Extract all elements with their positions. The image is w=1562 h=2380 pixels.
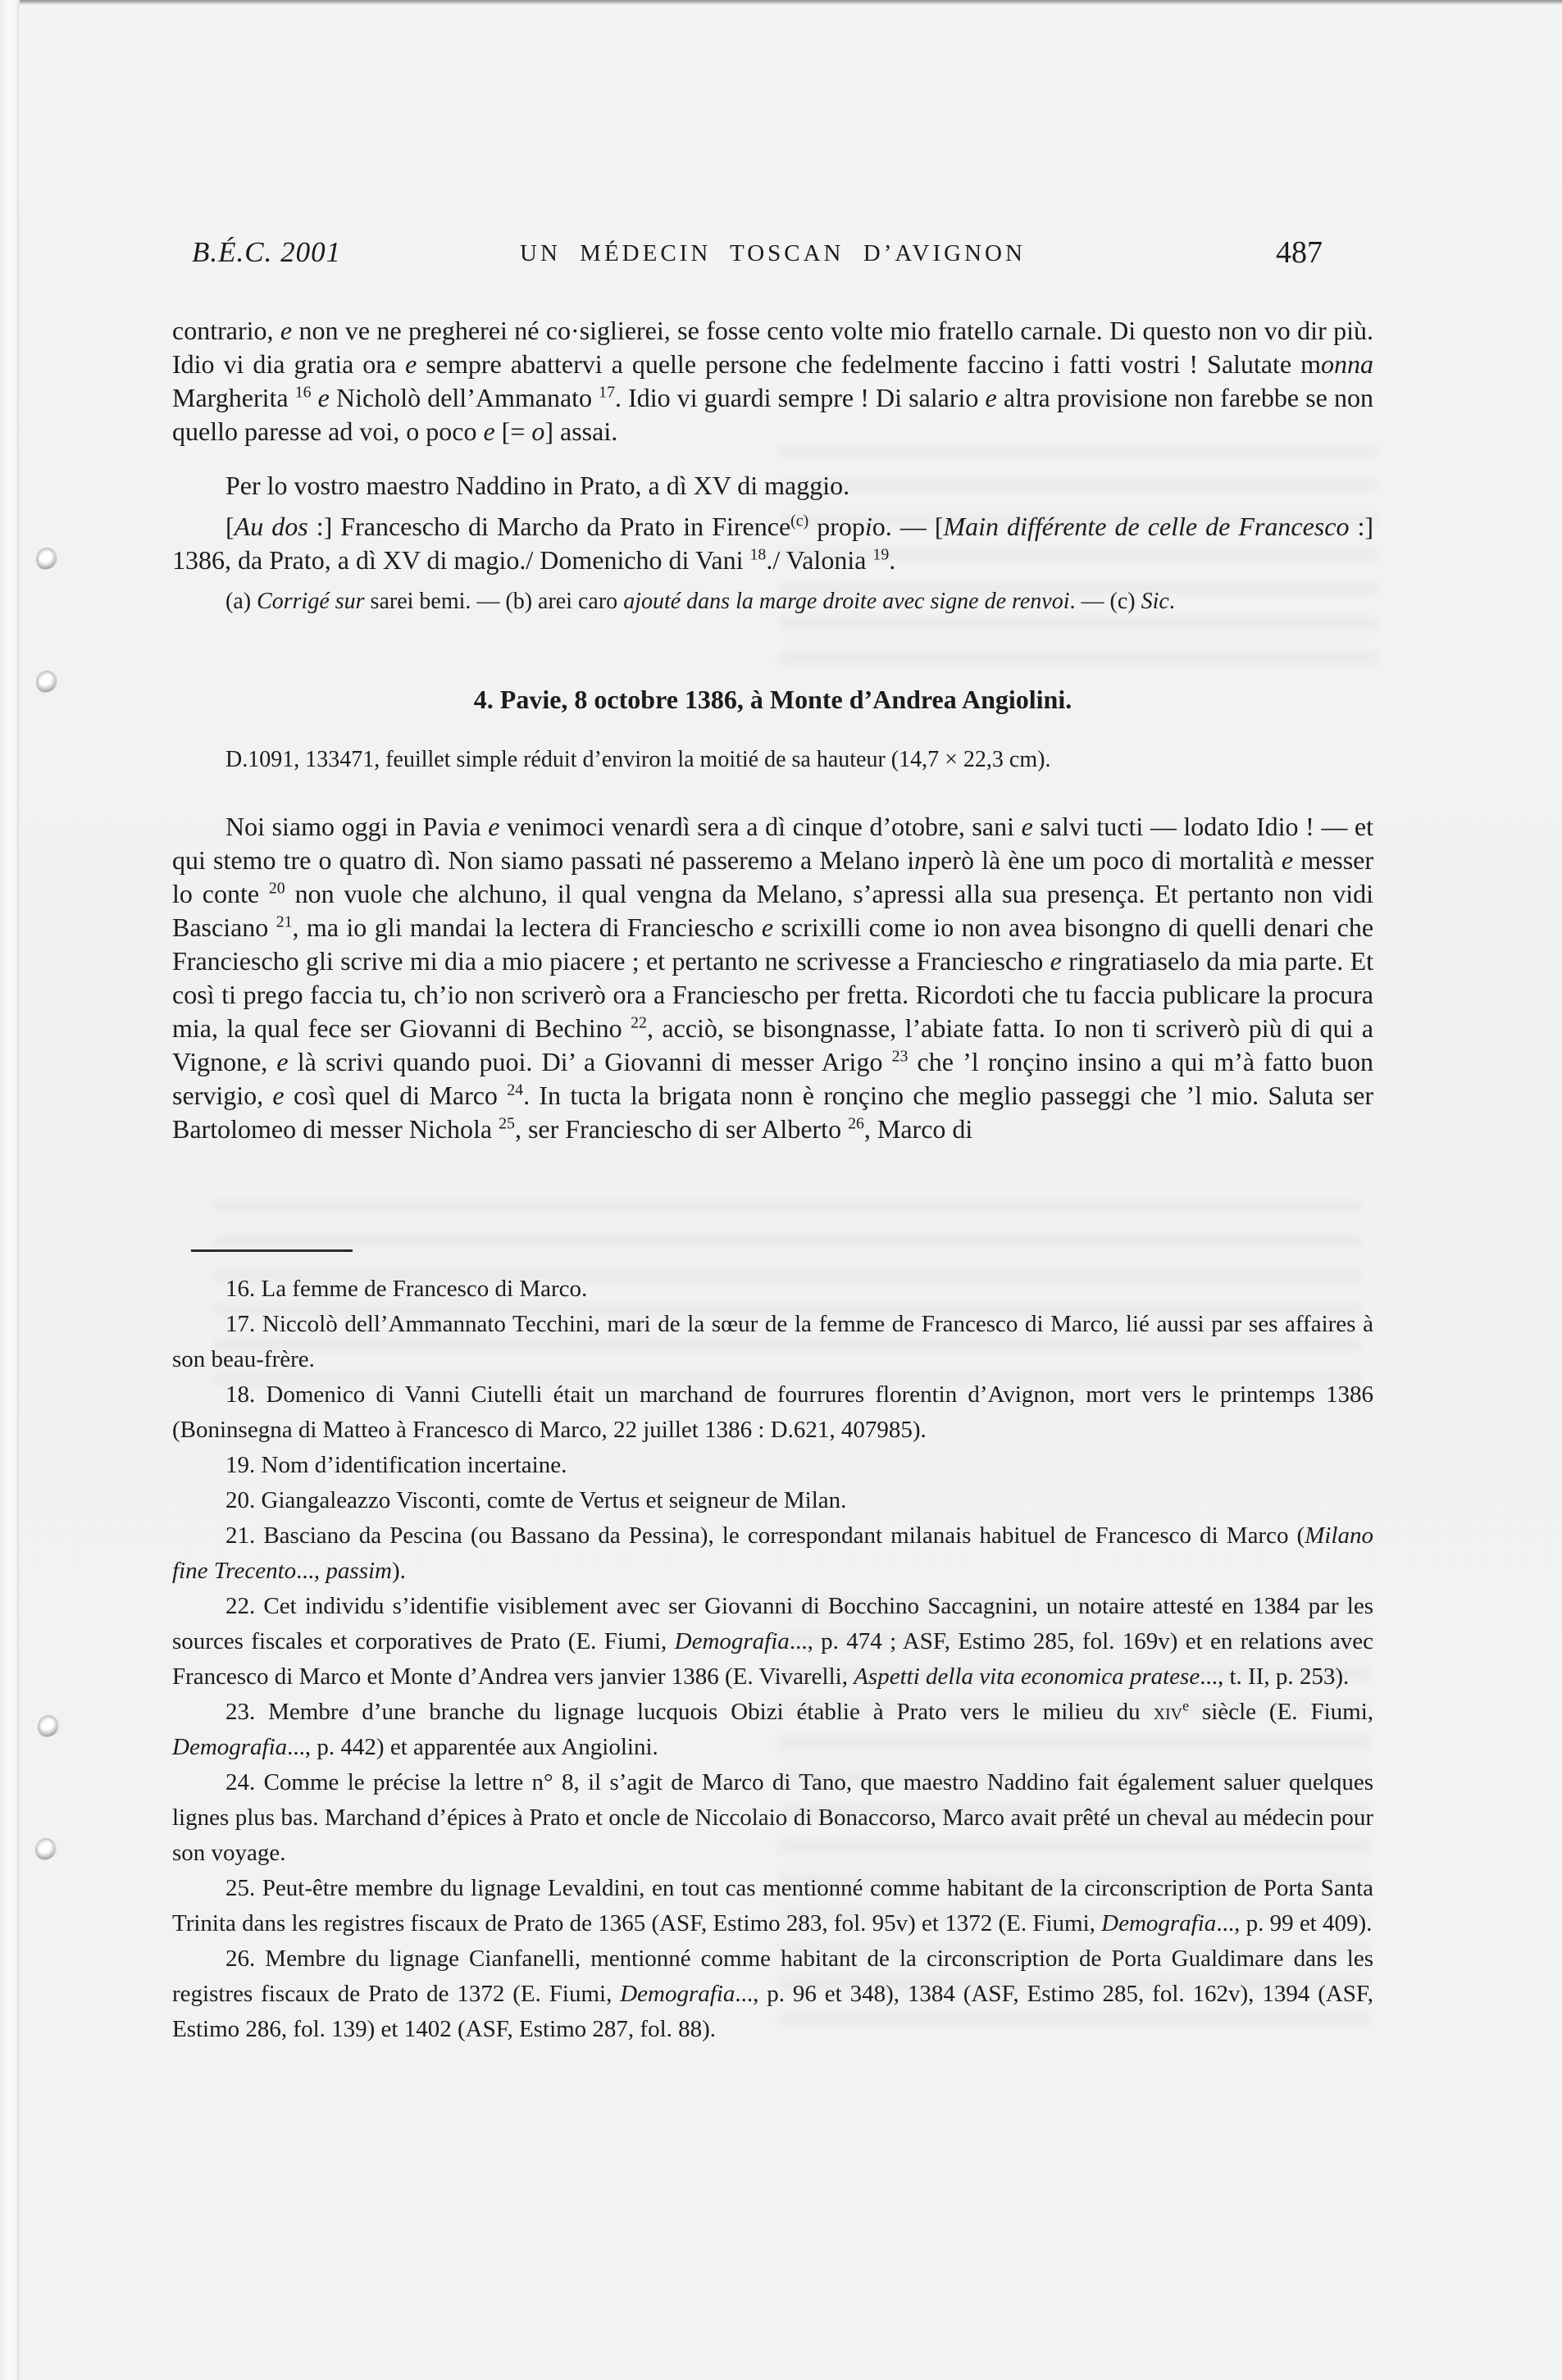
letter4-body: Noi siamo oggi in Pavia e venimoci venardì sera a dì cinque d’otobre, sani e salvi tucti — lodato Idio ! — et qui stemo tre o quatro dì. Non siamo passati né passeremo a Melano inperò là ène um poco di mortalità e messer lo conte $^{20}$ non vuole che alchuno, il qual vengna da Melano, s’apressi alla sua presença. Et pertanto non vidi Basciano $^{21}$, ma io gli mandai la lectera di Franciescho e scrixilli come io non avea bisongno di quelli denari che Franciescho gli scrive mi dia a mio piacere ; et pertanto ne scrivesse a Franciescho e ringratiaselo da mia parte. Et così ti prego faccia tu, ch’io non scriverò ora a Franciescho per fretta. Ricordoti che tu faccia publicare la procura mia, la qual fece ser Giovanni di Bechino $^{22}$, acciò, se bisongnasse, l’abiate fatta. Io non ti scriverò più di qui a Vignone, e là scrivi quando puoi. Di’ a Giovanni di messer Arigo $^{23}$ che ’l ronçino insino a qui m’à fatto buon servigio, e così quel di Marco $^{24}$. In tucta la brigata nonn è ronçino che meglio passeggi che ’l mio. Saluta ser Bartolomeo di messer Nichola $^{25}$, ser Franciescho di ser Alberto $^{26}$, Marco di bbox=[172, 812, 1374, 1144]
footnote-22: 22. Cet individu s’identifie visiblement avec ser Giovanni di Bocchino Saccagnini, un notaire attesté en 1384 par les sources fiscales et corporatives de Prato (E. Fiumi, Demografia..., p. 474 ; ASF, Estimo 285, fol. 169v) et en relations avec Francesco di Marco et Monte d’Andrea vers janvier 1386 (E. Vivarelli, Aspetti della vita economica pratese..., t. II, p. 253). bbox=[172, 1593, 1373, 1690]
running-title: UN MÉDECIN TOSCAN D’AVIGNON bbox=[520, 240, 1026, 266]
manuscript-description: D.1091, 133471, feuillet simple réduit d’environ la moitié de sa hauteur (14,7 × 22,3 cm). bbox=[225, 747, 1051, 772]
letter3-end-paragraph: contrario, e non ve ne pregherei né co·siglierei, se fosse cento volte mio fratello carnale. Di questo non vo dir più. Idio vi dia gratia ora e sempre abattervi a quelle persone che fedelmente faccino i fatti vostri ! Salutate monna Margherita $^{16}$ e Nicholò dell’Ammanato $^{17}$. Idio vi guardi sempre ! Di salario e altra provisione non farebbe se non quello paresse ad voi, o poco e [= o] assai. bbox=[172, 316, 1374, 446]
footnote-23: 23. Membre d’une branche du lignage lucquois Obizi établie à Prato vers le milieu du xiv$^e$ siècle (E. Fiumi, Demografia..., p. 442) et apparentée aux Angiolini. bbox=[172, 1697, 1373, 1760]
footnote-26: 26. Membre du lignage Cianfanelli, mentionné comme habitant de la circonscription de Porta Gualdimare dans les registres fiscaux de Prato de 1372 (E. Fiumi, Demografia..., p. 96 et 348), 1384 (ASF, Estimo 285, fol. 162v), 1394 (ASF, Estimo 286, fol. 139) et 1402 (ASF, Estimo 287, fol. 88). bbox=[172, 1945, 1373, 2042]
footnote-18: 18. Domenico di Vanni Ciutelli était un marchand de fourrures florentin d’Avignon, mort vers le printemps 1386 (Boninsegna di Matteo à Francesco di Marco, 22 juillet 1386 : D.621, 407985). bbox=[172, 1381, 1373, 1443]
running-head bbox=[0, 236, 1562, 274]
critical-apparatus: (a) Corrigé sur sarei bemi. — (b) arei caro ajouté dans la marge droite avec signe de renvoi. — (c) Sic. bbox=[225, 589, 1175, 614]
footnotes-block bbox=[172, 1272, 1373, 2047]
letter3-address-note: [Au dos :] Francescho di Marcho da Prato in Firence$^{(c)}$ propio. — [Main différente de celle de Francesco :] 1386, da Prato, a dì XV di magio./ Domenicho di Vani $^{18}$./ Valonia $^{19}$. bbox=[172, 512, 1374, 575]
page-gutter-crease bbox=[0, 0, 20, 2380]
punch-hole-mark bbox=[35, 1838, 57, 1861]
footnote-19: 19. Nom d’identification incertaine. bbox=[225, 1452, 567, 1478]
scan-top-edge-shadow bbox=[0, 0, 1562, 5]
punch-hole-mark bbox=[36, 671, 57, 694]
footnote-21: 21. Basciano da Pescina (ou Bassano da Pessina), le correspondant milanais habituel de Francesco di Marco (Milano fine Trecento..., passim). bbox=[172, 1522, 1373, 1584]
footnote-17: 17. Niccolò dell’Ammannato Tecchini, mari de la sœur de la femme de Francesco di Marco, lié aussi par ses affaires à son beau-frère. bbox=[172, 1311, 1373, 1372]
footnote-24: 24. Comme le précise la lettre n° 8, il s’agit de Marco di Tano, que maestro Naddino fait également saluer quelques lignes plus bas. Marchand d’épices à Prato et oncle de Niccolaio di Bonaccorso, Marco avait prêté un cheval au médecin pour son voyage. bbox=[172, 1769, 1373, 1866]
letter3-signature-line: Per lo vostro maestro Naddino in Prato, a dì XV di maggio. bbox=[225, 471, 850, 500]
journal-reference: B.É.C. 2001 bbox=[192, 236, 342, 268]
page-number: 487 bbox=[1276, 235, 1323, 270]
punch-hole-mark bbox=[36, 548, 57, 571]
footnote-20: 20. Giangaleazzo Visconti, comte de Vertus et seigneur de Milan. bbox=[225, 1487, 847, 1513]
footnote-separator-rule bbox=[191, 1249, 353, 1252]
letter4-heading: 4. Pavie, 8 octobre 1386, à Monte d’Andrea Angiolini. bbox=[473, 685, 1072, 714]
footnote-16: 16. La femme de Francesco di Marco. bbox=[225, 1276, 588, 1302]
punch-hole-mark bbox=[38, 1715, 59, 1738]
footnote-25: 25. Peut-être membre du lignage Levaldini, en tout cas mentionné comme habitant de la circonscription de Porta Santa Trinita dans les registres fiscaux de Prato de 1365 (ASF, Estimo 283, fol. 95v) et 1372 (E. Fiumi, Demografia..., p. 99 et 409). bbox=[172, 1875, 1373, 1936]
